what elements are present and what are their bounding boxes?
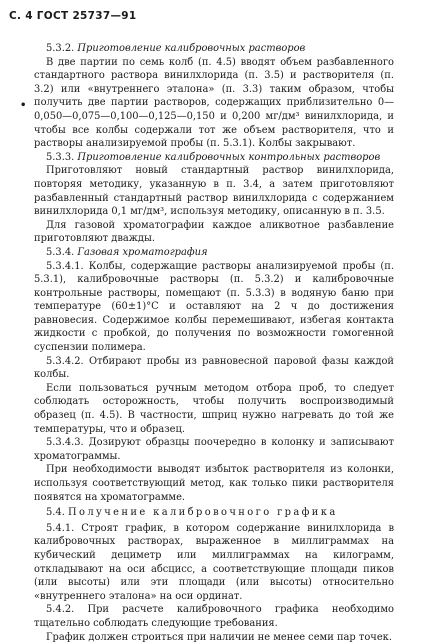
paragraph-5-4-1: 5.4.1. Строят график, в котором содержание винилхлорида в калибровочных растворах, выраженное в миллиграммах на кубический дециметр или миллиграммах на килограмм, откладывают на оси абсцисс, а соответствующие площади пиков (или высоты) или эти площади (или высоты) относительно «внутреннего эталона» на оси ординат. xyxy=(34,522,394,602)
section-number: 5.3.3. xyxy=(46,151,75,163)
section-number: 5.3.4. xyxy=(46,246,75,258)
section-number: 5.3.2. xyxy=(46,43,75,54)
section-heading-5-4 xyxy=(34,506,394,520)
section-title: Приготовление калибровочных растворов xyxy=(77,43,306,54)
section-title: Газовая хроматография xyxy=(77,246,208,258)
section-heading-5-3-3 xyxy=(34,151,394,165)
paragraph-control-solutions: Приготовляют новый стандартный раствор винилхлорида, повторяя методику, указанную в п. 3.4, а затем приготовляют разбавленный стандартный раствор винилхлорида с содержанием винилхлорида 0,1 мг/дм³, используя методику, описанную в п. 3.5. xyxy=(34,165,394,218)
paragraph-5-3-4-2: 5.3.4.2. Отбирают пробы из равновесной паровой фазы каждой колбы. xyxy=(34,355,394,381)
section-heading-5-3-2 xyxy=(34,42,394,56)
paragraph-calibration-solutions: В две партии по семь колб (п. 4.5) вводят объем разбавленного стандартного раствора винилхлорида (п. 3.5) и растворителя (п. 3.2) или «внутреннего эталона» (п. 3.3) таким образом, чтобы получить две партии растворов, содержащих приблизительно 0—0,050—0,075—0,100—0,125—0,150 и 0,200 мг/дм³ винилхлорида, и чтобы все колбы содержали тот же объем растворителя, что и растворы анализируемой пробы (п. 5.3.1). Колбы закрывают. xyxy=(34,56,394,150)
paragraph-manual-sampling: Если пользоваться ручным методом отбора проб, то следует соблюдать осторожность, чтобы получить воспроизводимый образец (п. 4.5). В частности, шприц нужно нагревать до той же температуры, что и образец. xyxy=(34,382,394,435)
paragraph-solvent-excess: При необходимости выводят избыток растворителя из колонки, используя соответствующий метод, как только пики растворителя появятся на хроматограмме. xyxy=(34,464,394,503)
paragraph-5-3-4-1: 5.3.4.1. Колбы, содержащие растворы анализируемой пробы (п. 5.3.1), калибровочные растворы (п. 5.3.2) и калибровочные контрольные растворы, помещают (п. 5.3.3) в водяную баню при температуре (60±1)°С и оставляют на 2 ч до достижения равновесия. Содержимое колбы перемешивают, избегая контакта жидкости с пробкой, до получения по возможности гомогенной суспензии полимера. xyxy=(34,260,394,354)
section-title: Получение калибровочного графика xyxy=(67,507,338,519)
paragraph-5-4-2: 5.4.2. При расчете калибровочного графика необходимо тщательно соблюдать следующие требования. xyxy=(34,604,394,629)
section-heading-5-3-4 xyxy=(34,246,394,260)
margin-mark: • xyxy=(20,100,27,111)
paragraph-5-3-4-3: 5.3.4.3. Дозируют образцы поочередно в колонку и записывают хроматограммы. xyxy=(34,437,394,462)
section-number: 5.4. xyxy=(46,507,65,519)
paragraph-min-points: График должен строиться при наличии не менее семи пар точек. xyxy=(46,631,392,643)
page-header: С. 4 ГОСТ 25737—91 xyxy=(9,10,137,22)
section-title: Приготовление калибровочных контрольных растворов xyxy=(77,151,381,163)
document-body xyxy=(34,42,394,644)
paragraph-dilution: Для газовой хроматографии каждое аликвотное разбавление приготовляют дважды. xyxy=(34,219,394,245)
